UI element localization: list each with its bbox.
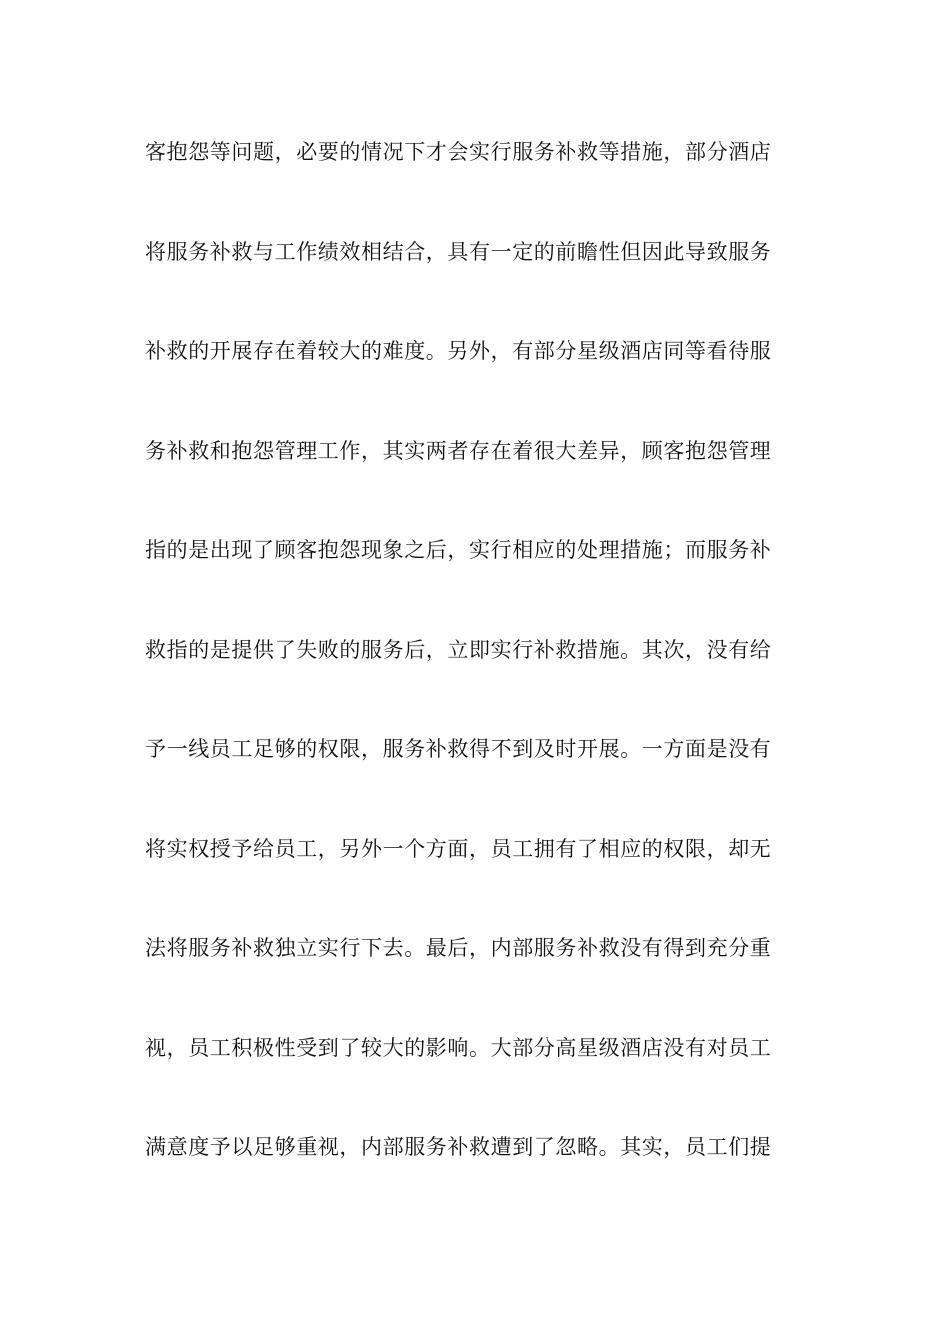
text-line: 予一线员工足够的权限，服务补救得不到及时开展。一方面是没有 bbox=[145, 737, 772, 761]
text-line: 救指的是提供了失败的服务后，立即实行补救措施。其次，没有给 bbox=[145, 637, 772, 662]
body-text bbox=[145, 132, 810, 1227]
text-line: 务补救和抱怨管理工作，其实两者存在着很大差异，顾客抱怨管理 bbox=[145, 438, 772, 463]
text-line: 将实权授予给员工，另外一个方面，员工拥有了相应的权限，却无 bbox=[145, 836, 772, 861]
text-line: 客抱怨等问题，必要的情况下才会实行服务补救等措施，部分酒店 bbox=[145, 140, 772, 164]
text-line: 将服务补救与工作绩效相结合，具有一定的前瞻性但因此导致服务 bbox=[145, 239, 772, 264]
text-line: 指的是出现了顾客抱怨现象之后，实行相应的处理措施；而服务补 bbox=[145, 538, 772, 562]
text-line: 补救的开展存在着较大的难度。另外，有部分星级酒店同等看待服 bbox=[145, 339, 772, 363]
text-line: 满意度予以足够重视，内部服务补救遭到了忽略。其实，员工们提 bbox=[145, 1135, 772, 1159]
text-line: 视，员工积极性受到了较大的影响。大部分高星级酒店没有对员工 bbox=[145, 1035, 772, 1060]
text-line: 法将服务补救独立实行下去。最后，内部服务补救没有得到充分重 bbox=[145, 936, 772, 960]
